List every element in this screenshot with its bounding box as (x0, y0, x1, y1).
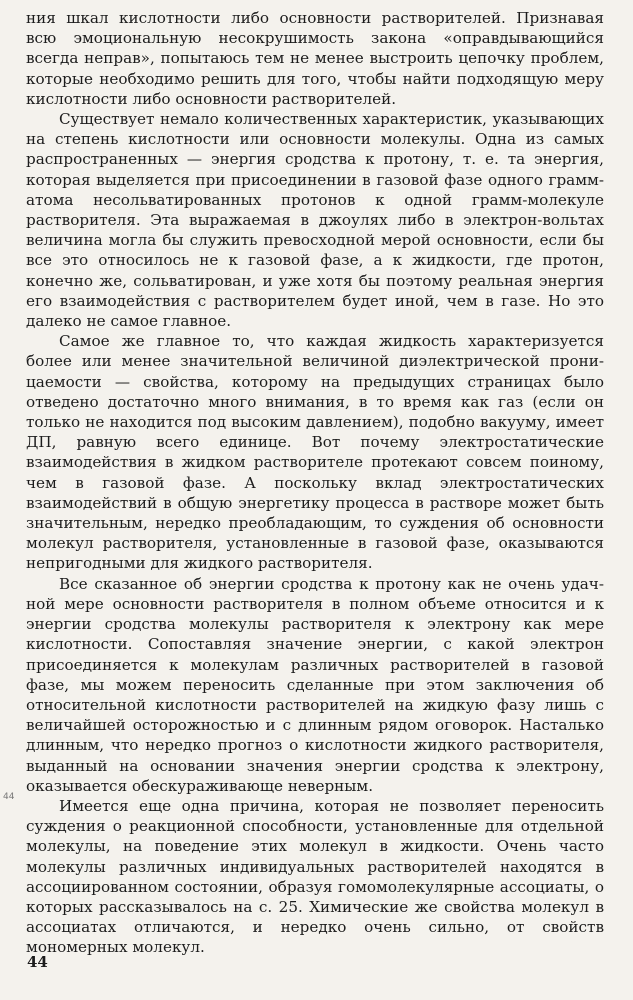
paragraph-4: Все сказанное об энергии сродства к протону как не очень удачной мере основности растворителя в полном объеме относится и к энергии сродства молекулы растворителя к электрону как мере кислотности. Сопоставляя значение энергии, с какой электрон присоединяется к молекулам различных растворителей в газовой фазе, мы можем переносить сделанные при этом заключения об относительной кислотности растворителей на жидкую фазу лишь с величайшей осторожностью и с длинным рядом оговорок. Насталько длинным, что нередко прогноз о кислотности жидкого растворителя, выданный на основании значения энергии сродства к электрону, оказывается обескураживающе неверным. (26, 574, 604, 795)
margin-mark: 44 (3, 792, 15, 802)
page-number: 44 (27, 953, 48, 971)
paragraph-3: Самое же главное то, что каждая жидкость характеризуется более или менее значительной величиной диэлектрической проницаемости — свойства, которому на предыдущих страницах было отведено достаточно много внимания, в то время как газ (если он только не находится под высоким давлением), подобно вакууму, имеет ДП, равную всего единице. Вот почему электростатические взаимодействия в жидком растворителе протекают совсем поиному, чем в газовой фазе. А поскольку вклад электростатических взаимодействий в общую энергетику процесса в растворе может быть значительным, нередко преобладающим, то суждения об основности молекул растворителя, установленные в газовой фазе, оказываются непригодными для жидкого растворителя. (26, 332, 604, 573)
paragraph-5: Имеется еще одна причина, которая не позволяет переносить суждения о реакционной способности, установленные для отдельной молекулы, на поведение этих молекул в жидкости. Очень часто молекулы различных индивидуальных растворителей находятся в ассоциированном состоянии, образуя гомомолекулярные ассоциаты, о которых рассказывалось на с. 25. Химические же свойства молекул в ассоциатах отличаются, и нередко очень сильно, от свойств мономерных молекул. (26, 796, 604, 957)
paragraph-1: ния шкал кислотности либо основности растворителей. Признавая всю эмоциональную несокрушимость закона «оправдывающийся всегда неправ», попытаюсь тем не менее выстроить цепочку проблем, которые необходимо решить для того, чтобы найти подходящую меру кислотности либо основности растворителей. (26, 9, 604, 108)
body-text (26, 8, 604, 958)
paragraph-2: Существует немало количественных характеристик, указывающих на степень кислотности или основности молекулы. Одна из самых распространенных — энергия сродства к протону, т. е. та энергия, которая выделяется при присоединении в газовой фазе одного грамм-атома несольватированных протонов к одной грамм-молекуле растворителя. Эта выражаемая в джоулях либо в электрон-вольтах величина могла бы служить превосходной мерой основности, если бы все это относилось не к газовой фазе, а к жидкости, где протон, конечно же, сольватирован, и уже хотя бы поэтому реальная энергия его взаимодействия с растворителем будет иной, чем в газе. Но это далеко не самое главное. (26, 110, 604, 331)
